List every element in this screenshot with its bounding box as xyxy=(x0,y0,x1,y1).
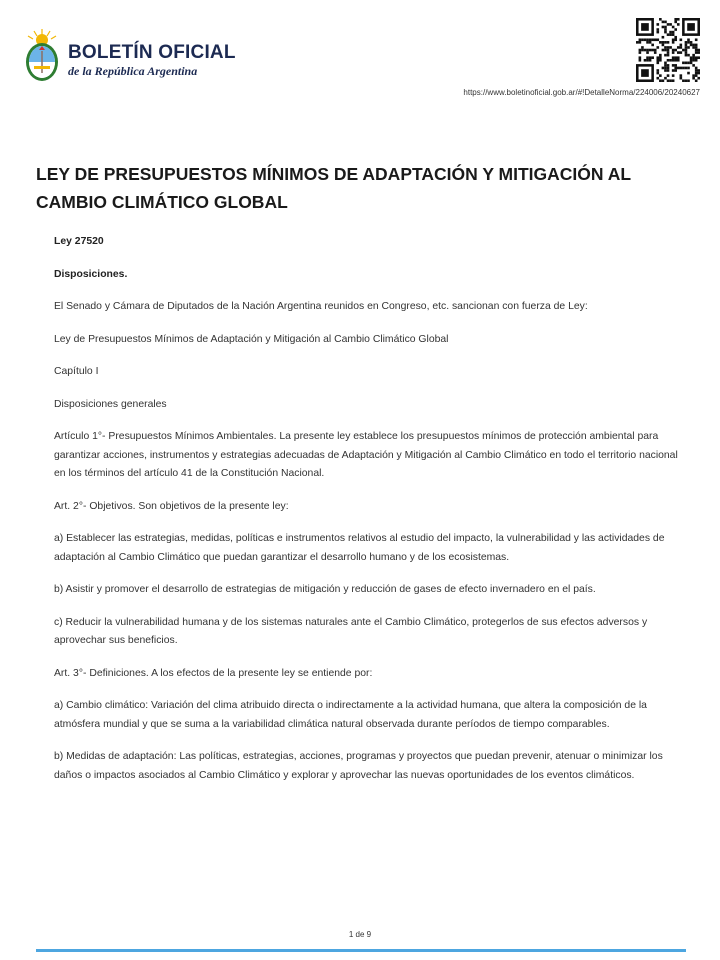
brand-subtitle: de la República Argentina xyxy=(68,64,198,78)
paragraph: El Senado y Cámara de Diputados de la Nación Argentina reunidos en Congreso, etc. sancionan con fuerza de Ley: xyxy=(54,301,588,312)
page-number: 1 de 9 xyxy=(348,930,372,939)
footer-divider xyxy=(36,949,686,952)
paragraph: b) Asistir y promover el desarrollo de estrategias de mitigación y reducción de gases de efecto invernadero en el país. xyxy=(54,584,596,595)
paragraph: Artículo 1°- Presupuestos Mínimos Ambientales. La presente ley establece los presupuestos mínimos de protección ambiental para garantizar acciones, instrumentos y estrategias adecuadas de Adaptación y Mitigación al Cambio Climático en todo el territorio nacional en los términos del artículo 41 de la Constitución Nacional. xyxy=(54,431,678,479)
paragraph: Capítulo I xyxy=(54,366,99,377)
qr-code-icon xyxy=(636,18,700,82)
document-url: https://www.boletinoficial.gob.ar/#!DetalleNorma/224006/20240627 xyxy=(463,88,700,97)
paragraph: Art. 2°- Objetivos. Son objetivos de la presente ley: xyxy=(54,500,289,512)
brand xyxy=(68,42,236,78)
document-body xyxy=(54,233,684,799)
national-coat-of-arms-icon xyxy=(22,26,62,86)
brand-title: BOLETÍN OFICIAL xyxy=(68,42,236,63)
paragraph: b) Medidas de adaptación: Las políticas, estrategias, acciones, programas y proyectos que puedan prevenir, atenuar o minimizar los daños o impactos asociados al Cambio Climático y explorar y aprovechar las nuevas oportunidades de los eventos climáticos. xyxy=(54,751,663,781)
paragraph: Art. 3°- Definiciones. A los efectos de la presente ley se entiende por: xyxy=(54,667,373,679)
header xyxy=(0,0,720,110)
paragraph: Disposiciones generales xyxy=(54,398,167,410)
paragraph: a) Cambio climático: Variación del clima atribuido directa o indirectamente a la actividad humana, que altera la composición de la atmósfera mundial y que se suma a la variabilidad climática natural observada durante períodos de tiempo comparables. xyxy=(54,700,647,730)
paragraph: Ley de Presupuestos Mínimos de Adaptación y Mitigación al Cambio Climático Global xyxy=(54,333,449,345)
section-heading: Disposiciones. xyxy=(54,268,128,280)
paragraph: c) Reducir la vulnerabilidad humana y de los sistemas naturales ante el Cambio Climático, protegerlos de sus efectos adversos y aprovechar sus beneficios. xyxy=(54,616,648,646)
paragraph: a) Establecer las estrategias, medidas, políticas e instrumentos relativos al estudio del impacto, la vulnerabilidad y las actividades de adaptación al Cambio Climático que puedan garantizar el desarrollo humano y de los ecosistemas. xyxy=(54,533,665,563)
document-title: LEY DE PRESUPUESTOS MÍNIMOS DE ADAPTACIÓN Y MITIGACIÓN AL CAMBIO CLIMÁTICO GLOBAL xyxy=(36,164,631,212)
law-number: Ley 27520 xyxy=(54,236,104,247)
